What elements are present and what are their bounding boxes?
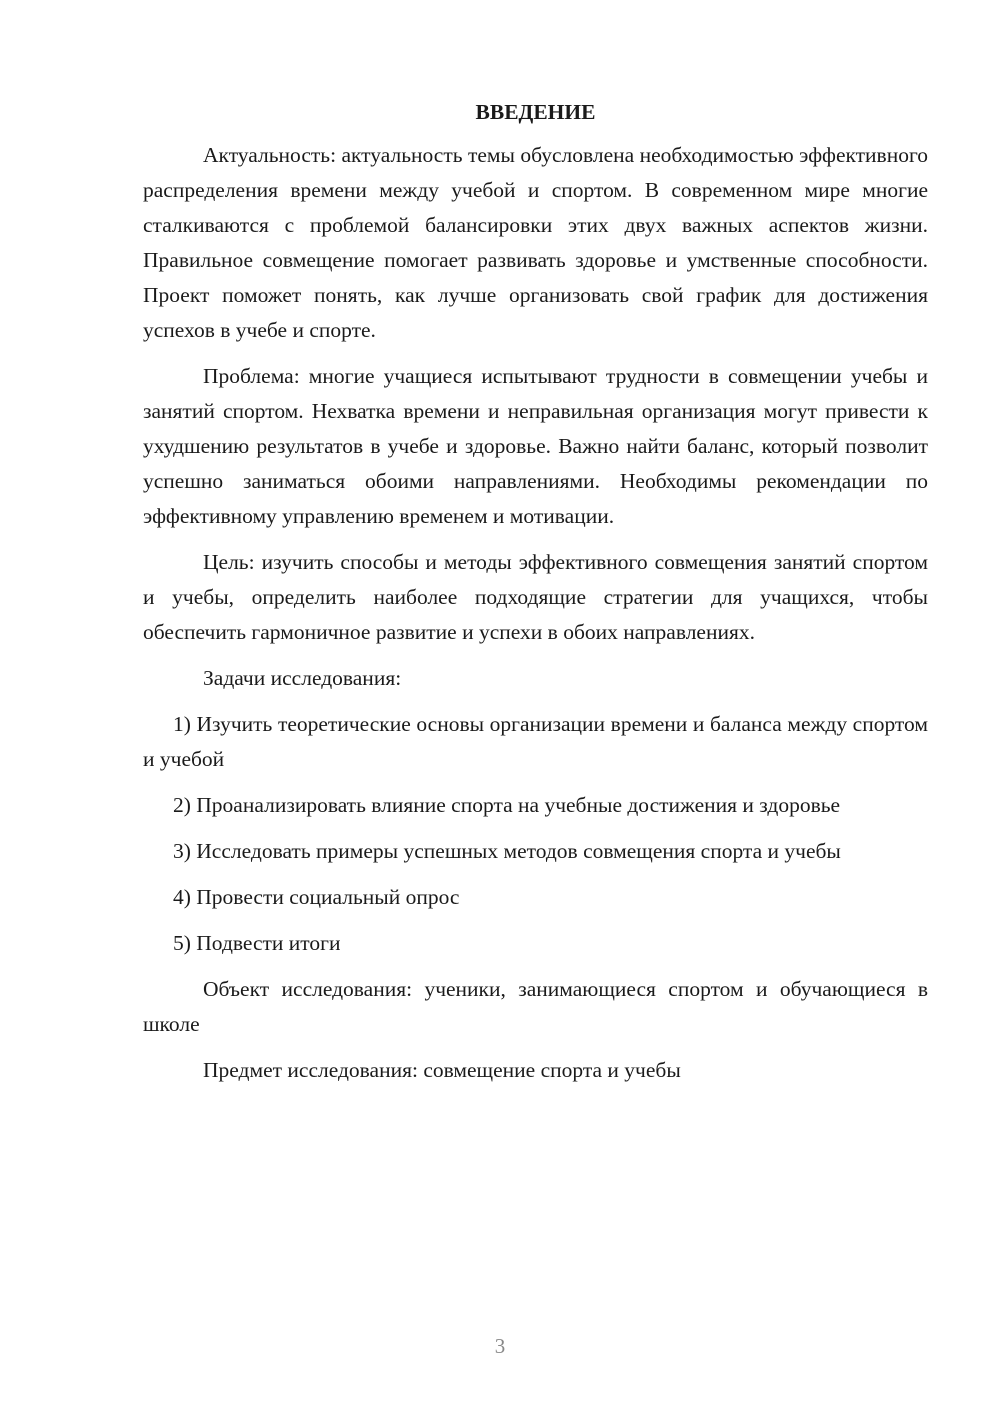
task-item-3: 3) Исследовать примеры успешных методов совмещения спорта и учебы <box>173 839 841 863</box>
task-item-2: 2) Проанализировать влияние спорта на учебные достижения и здоровье <box>173 793 841 817</box>
paragraph-relevance: Актуальность: актуальность темы обусловлена необходимостью эффективного распределения времени между учебой и спортом. В современном мире многие сталкиваются с проблемой балансировки этих двух важных аспектов жизни. Правильное совмещение помогает развивать здоровье и умственные способности. Проект поможет понять, как лучше организовать свой график для достижения успехов в учебе и спорте. <box>143 143 928 342</box>
task-item-4: 4) Провести социальный опрос <box>173 885 460 909</box>
task-item-1: 1) Изучить теоретические основы организации времени и баланса между спортом и учебой <box>143 712 928 771</box>
section-title: ВВЕДЕНИЕ <box>475 100 596 124</box>
research-object: Объект исследования: ученики, занимающиеся спортом и обучающиеся в школе <box>143 977 928 1036</box>
paragraph-problem: Проблема: многие учащиеся испытывают трудности в совмещении учебы и занятий спортом. Нехватка времени и неправильная организация могут привести к ухудшению результатов в учебе и здоровье. Важно найти баланс, который позволит успешно заниматься обоими направлениями. Необходимы рекомендации по эффективному управлению временем и мотивации. <box>143 364 928 528</box>
tasks-heading: Задачи исследования: <box>203 666 402 690</box>
research-subject: Предмет исследования: совмещение спорта и учебы <box>203 1058 681 1082</box>
document-page <box>143 96 928 1099</box>
paragraph-goal: Цель: изучить способы и методы эффективного совмещения занятий спортом и учебы, определить наиболее подходящие стратегии для учащихся, чтобы обеспечить гармоничное развитие и успехи в обоих направлениях. <box>143 550 928 644</box>
task-item-5: 5) Подвести итоги <box>173 931 341 955</box>
page-number: 3 <box>494 1334 506 1358</box>
